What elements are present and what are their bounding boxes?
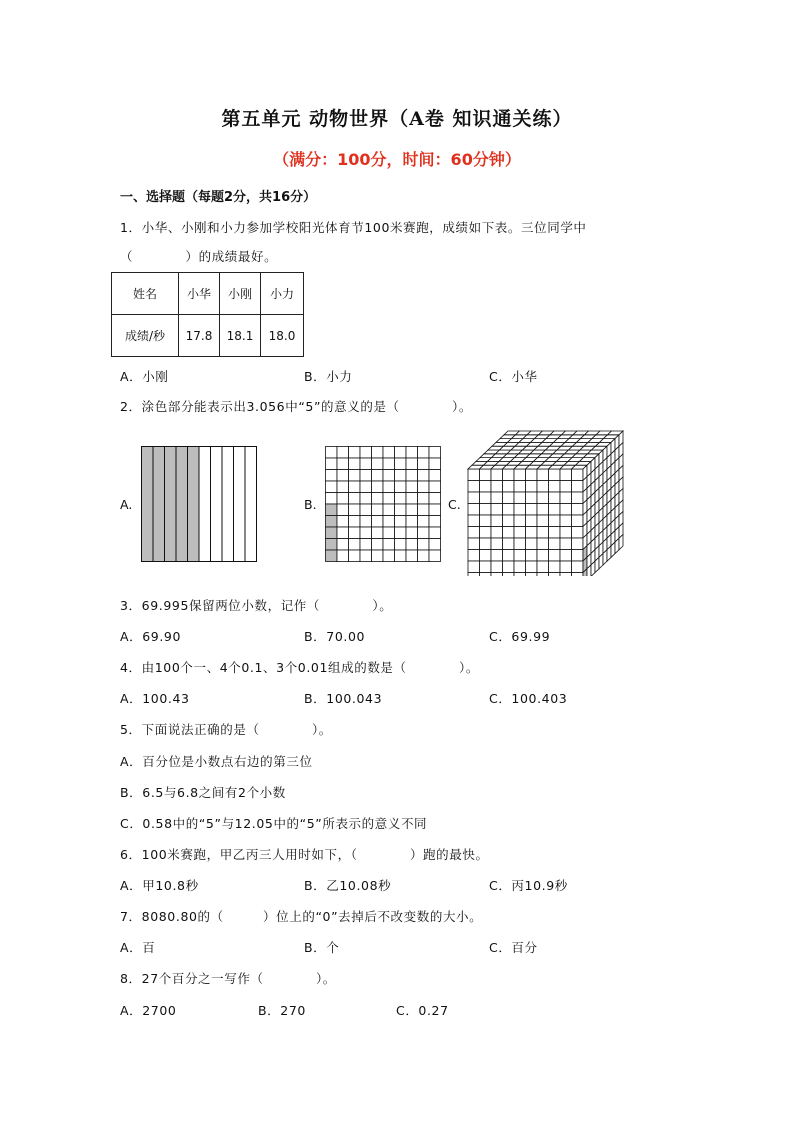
cube-front-cell [480, 538, 492, 550]
table-cell: 小力 [261, 273, 304, 315]
cube-front-cell [514, 481, 526, 493]
grid-cell [326, 481, 338, 493]
grid-cell [406, 504, 418, 516]
grid-cell [360, 539, 372, 551]
q8-option-a[interactable]: A．2700 [120, 1003, 177, 1018]
q6-text: 6．100米赛跑，甲乙丙三人用时如下，（ ）跑的最快。 [120, 847, 489, 862]
grid-cell [418, 539, 430, 551]
shaded-cell [326, 516, 338, 528]
cube-front-cell [572, 504, 584, 516]
grid-cell [406, 527, 418, 539]
grid-cell [406, 458, 418, 470]
grid-cell [337, 493, 349, 505]
grid-cell [337, 550, 349, 562]
cube-front-cell [468, 469, 480, 481]
grid-cell [418, 493, 430, 505]
grid-cell [337, 458, 349, 470]
cube-figure [466, 429, 624, 576]
grid-cell [349, 539, 361, 551]
grid-figure [325, 446, 441, 562]
grid-cell [395, 504, 407, 516]
cube-front-cell [514, 527, 526, 539]
cube-front-cell [503, 573, 515, 577]
cube-front-cell [537, 561, 549, 573]
grid-cell [337, 470, 349, 482]
grid-cell [383, 470, 395, 482]
shaded-strip [153, 447, 165, 562]
grid-cell [383, 516, 395, 528]
grid-cell [429, 470, 441, 482]
q3-text: 3．69.995保留两位小数，记作（ ）。 [120, 598, 393, 613]
cube-front-cell [526, 527, 538, 539]
grid-cell [418, 481, 430, 493]
grid-cell [429, 516, 441, 528]
table-cell: 18.1 [220, 315, 261, 357]
cube-front-cell [572, 515, 584, 527]
table-cell: 17.8 [179, 315, 220, 357]
cube-front-cell [468, 504, 480, 516]
grid-cell [418, 527, 430, 539]
cube-front-cell [491, 515, 503, 527]
shaded-cell [326, 539, 338, 551]
grid-cell [360, 527, 372, 539]
grid-cell [349, 550, 361, 562]
cube-front-cell [537, 527, 549, 539]
strip [222, 447, 234, 562]
q2-label-b[interactable]: B. [304, 497, 317, 512]
q6-option-c[interactable]: C．丙10.9秒 [489, 878, 568, 893]
cube-front-cell [526, 515, 538, 527]
cube-front-cell [560, 492, 572, 504]
grid-cell [383, 493, 395, 505]
q4-option-b[interactable]: B．100.043 [304, 691, 383, 706]
cube-front-cell [503, 469, 515, 481]
q7-option-c[interactable]: C．百分 [489, 940, 538, 955]
cube-front-cell [468, 492, 480, 504]
cube-front-cell [526, 492, 538, 504]
grid-cell [418, 458, 430, 470]
shaded-cell [326, 527, 338, 539]
grid-cell [406, 447, 418, 459]
grid-cell [337, 539, 349, 551]
cube-front-cell [549, 492, 561, 504]
q5-option-b[interactable]: B．6.5与6.8之间有2个小数 [120, 785, 286, 800]
cube-front-cell [537, 550, 549, 562]
cube-front-cell [503, 481, 515, 493]
grid-cell [383, 447, 395, 459]
grid-cell [360, 516, 372, 528]
cube-front-cell [549, 573, 561, 577]
cube-front-cell [503, 515, 515, 527]
cube-front-cell [503, 492, 515, 504]
grid-cell [429, 481, 441, 493]
q1-text-line1: 1．小华、小刚和小力参加学校阳光体育节100米赛跑，成绩如下表。三位同学中 [120, 220, 587, 235]
grid-cell [372, 504, 384, 516]
cube-front-cell [491, 561, 503, 573]
cube-front-cell [480, 527, 492, 539]
grid-cell [383, 550, 395, 562]
grid-cell [429, 527, 441, 539]
grid-cell [418, 504, 430, 516]
grid-cell [406, 516, 418, 528]
cube-front-cell [526, 538, 538, 550]
cube-front-cell [526, 469, 538, 481]
grid-cell [383, 504, 395, 516]
grid-cell [418, 470, 430, 482]
cube-front-cell [549, 550, 561, 562]
score-table [111, 272, 304, 357]
cube-front-cell [537, 492, 549, 504]
grid-cell [418, 447, 430, 459]
q7-text: 7．8080.80的（ ）位上的“0”去掉后不改变数的大小。 [120, 909, 483, 924]
page-subtitle: （满分：100分，时间：60分钟） [273, 150, 521, 169]
cube-front-cell [549, 527, 561, 539]
grid-cell [349, 527, 361, 539]
grid-cell [349, 493, 361, 505]
grid-cell [406, 493, 418, 505]
q4-option-a[interactable]: A．100.43 [120, 691, 190, 706]
grid-cell [372, 458, 384, 470]
grid-cell [337, 504, 349, 516]
section-heading: 一、选择题（每题2分，共16分） [120, 190, 317, 205]
cube-front-cell [503, 550, 515, 562]
cube-front-cell [503, 527, 515, 539]
grid-cell [349, 504, 361, 516]
grid-cell [326, 447, 338, 459]
cube-front-cell [468, 527, 480, 539]
table-row [112, 315, 304, 357]
q1-option-b[interactable]: B．小力 [304, 369, 353, 384]
cube-front-cell [537, 538, 549, 550]
cube-front-cell [560, 538, 572, 550]
grid-cell [429, 550, 441, 562]
cube-front-cell [537, 481, 549, 493]
cube-front-cell [572, 469, 584, 481]
table-cell: 小华 [179, 273, 220, 315]
cube-front-cell [480, 492, 492, 504]
grid-cell [429, 539, 441, 551]
cube-front-cell [560, 469, 572, 481]
q2-label-c[interactable]: C. [448, 497, 461, 512]
grid-cell [372, 550, 384, 562]
table-row [112, 273, 304, 315]
grid-cell [395, 527, 407, 539]
q6-option-b[interactable]: B．乙10.08秒 [304, 878, 392, 893]
cube-front-cell [560, 504, 572, 516]
q1-option-c[interactable]: C．小华 [489, 369, 538, 384]
q7-option-a[interactable]: A．百 [120, 940, 156, 955]
cube-front-cell [514, 573, 526, 577]
cube-front-cell [491, 469, 503, 481]
grid-cell [383, 539, 395, 551]
grid-cell [360, 470, 372, 482]
cube-front-cell [537, 504, 549, 516]
q8-option-b[interactable]: B．270 [258, 1003, 306, 1018]
grid-cell [395, 516, 407, 528]
cube-front-cell [514, 561, 526, 573]
cube-front-cell [491, 492, 503, 504]
cube-front-cell [514, 515, 526, 527]
grid-cell [418, 550, 430, 562]
grid-cell [372, 470, 384, 482]
cube-front-cell [549, 515, 561, 527]
q3-option-c[interactable]: C．69.99 [489, 629, 551, 644]
cube-front-cell [491, 481, 503, 493]
grid-cell [395, 550, 407, 562]
cube-front-cell [514, 492, 526, 504]
grid-cell [372, 447, 384, 459]
grid-cell [406, 470, 418, 482]
grid-cell [349, 458, 361, 470]
q3-option-a[interactable]: A．69.90 [120, 629, 182, 644]
grid-cell [337, 447, 349, 459]
cube-front-cell [503, 538, 515, 550]
grid-cell [360, 550, 372, 562]
grid-cell [349, 481, 361, 493]
grid-cell [326, 470, 338, 482]
strips-figure [141, 446, 257, 562]
cube-front-cell [480, 515, 492, 527]
grid-cell [326, 458, 338, 470]
cube-front-cell [480, 550, 492, 562]
cube-front-cell [572, 538, 584, 550]
cube-front-cell [572, 492, 584, 504]
cube-front-cell [549, 538, 561, 550]
grid-cell [372, 493, 384, 505]
strip [234, 447, 246, 562]
grid-cell [360, 504, 372, 516]
grid-cell [429, 493, 441, 505]
grid-cell [360, 458, 372, 470]
cube-front-cell [514, 538, 526, 550]
q5-option-a[interactable]: A．百分位是小数点右边的第三位 [120, 754, 313, 769]
grid-cell [349, 447, 361, 459]
cube-front-cell [537, 573, 549, 577]
cube-front-cell [468, 515, 480, 527]
cube-front-cell [491, 538, 503, 550]
cube-front-cell [537, 469, 549, 481]
grid-cell [429, 504, 441, 516]
grid-cell [337, 516, 349, 528]
cube-front-cell [468, 538, 480, 550]
grid-cell [360, 447, 372, 459]
grid-cell [372, 481, 384, 493]
shaded-strip [142, 447, 154, 562]
shaded-strip [176, 447, 188, 562]
grid-cell [406, 550, 418, 562]
cube-front-cell [468, 550, 480, 562]
cube-front-cell [468, 481, 480, 493]
cube-front-cell [537, 515, 549, 527]
q4-option-c[interactable]: C．100.403 [489, 691, 568, 706]
grid-cell [383, 481, 395, 493]
grid-cell [337, 527, 349, 539]
grid-cell [429, 447, 441, 459]
q1-option-a[interactable]: A．小刚 [120, 369, 169, 384]
cube-front-cell [560, 527, 572, 539]
q4-text: 4．由100个一、4个0.1、3个0.01组成的数是（ ）。 [120, 660, 479, 675]
q7-option-b[interactable]: B．个 [304, 940, 340, 955]
cube-front-cell [503, 504, 515, 516]
grid-cell [360, 493, 372, 505]
cube-front-cell [468, 561, 480, 573]
cube-front-cell [526, 550, 538, 562]
cube-front-cell [503, 561, 515, 573]
cube-front-cell [549, 504, 561, 516]
cube-front-cell [526, 573, 538, 577]
cube-front-cell [480, 573, 492, 577]
grid-cell [337, 481, 349, 493]
cube-front-cell [491, 573, 503, 577]
cube-front-cell [549, 561, 561, 573]
grid-cell [406, 481, 418, 493]
cube-front-cell [491, 550, 503, 562]
q3-option-b[interactable]: B．70.00 [304, 629, 366, 644]
q8-option-c[interactable]: C．0.27 [396, 1003, 449, 1018]
grid-cell [395, 470, 407, 482]
grid-cell [349, 516, 361, 528]
cube-front-cell [514, 550, 526, 562]
cube-front-cell [560, 481, 572, 493]
cube-front-cell [572, 527, 584, 539]
grid-cell [326, 493, 338, 505]
strip [199, 447, 211, 562]
grid-cell [372, 516, 384, 528]
table-cell: 姓名 [112, 273, 179, 315]
table-cell: 18.0 [261, 315, 304, 357]
grid-cell [372, 527, 384, 539]
cube-front-cell [560, 550, 572, 562]
cube-front-cell [491, 527, 503, 539]
shaded-strip [188, 447, 200, 562]
cube-front-cell [526, 561, 538, 573]
grid-cell [395, 539, 407, 551]
grid-cell [406, 539, 418, 551]
cube-front-cell [468, 573, 480, 577]
cube-front-cell [526, 504, 538, 516]
cube-front-cell [572, 561, 584, 573]
cube-front-cell [549, 469, 561, 481]
q5-text: 5．下面说法正确的是（ ）。 [120, 722, 332, 737]
cube-front-cell [526, 481, 538, 493]
cube-front-cell [514, 469, 526, 481]
table-cell: 小刚 [220, 273, 261, 315]
page-title: 第五单元 动物世界（A卷 知识通关练） [221, 108, 573, 130]
grid-cell [418, 516, 430, 528]
q2-label-a[interactable]: A. [120, 497, 133, 512]
cube-front-cell [480, 561, 492, 573]
grid-cell [395, 458, 407, 470]
grid-cell [395, 481, 407, 493]
strip [245, 447, 257, 562]
grid-cell [383, 458, 395, 470]
cube-front-cell [491, 504, 503, 516]
cube-front-cell [549, 481, 561, 493]
cube-front-cell [572, 573, 584, 577]
grid-cell [349, 470, 361, 482]
q5-option-c[interactable]: C．0.58中的“5”与12.05中的“5”所表示的意义不同 [120, 816, 428, 831]
cube-front-cell [572, 481, 584, 493]
grid-cell [429, 458, 441, 470]
q6-option-a[interactable]: A．甲10.8秒 [120, 878, 199, 893]
cube-front-cell [480, 469, 492, 481]
grid-cell [395, 447, 407, 459]
cube-front-cell [480, 481, 492, 493]
shaded-strip [165, 447, 177, 562]
cube-front-cell [560, 561, 572, 573]
shaded-cell [326, 550, 338, 562]
grid-cell [360, 481, 372, 493]
grid-cell [395, 493, 407, 505]
cube-front-cell [480, 504, 492, 516]
cube-front-cell [572, 550, 584, 562]
table-cell: 成绩/秒 [112, 315, 179, 357]
q1-text-line2: （ ）的成绩最好。 [120, 249, 278, 264]
shaded-cell [326, 504, 338, 516]
q2-text: 2．涂色部分能表示出3.056中“5”的意义的是（ ）。 [120, 399, 472, 414]
q8-text: 8．27个百分之一写作（ ）。 [120, 971, 336, 986]
grid-cell [383, 527, 395, 539]
grid-cell [372, 539, 384, 551]
cube-front-cell [560, 515, 572, 527]
strip [211, 447, 223, 562]
cube-front-cell [560, 573, 572, 577]
cube-front-cell [514, 504, 526, 516]
